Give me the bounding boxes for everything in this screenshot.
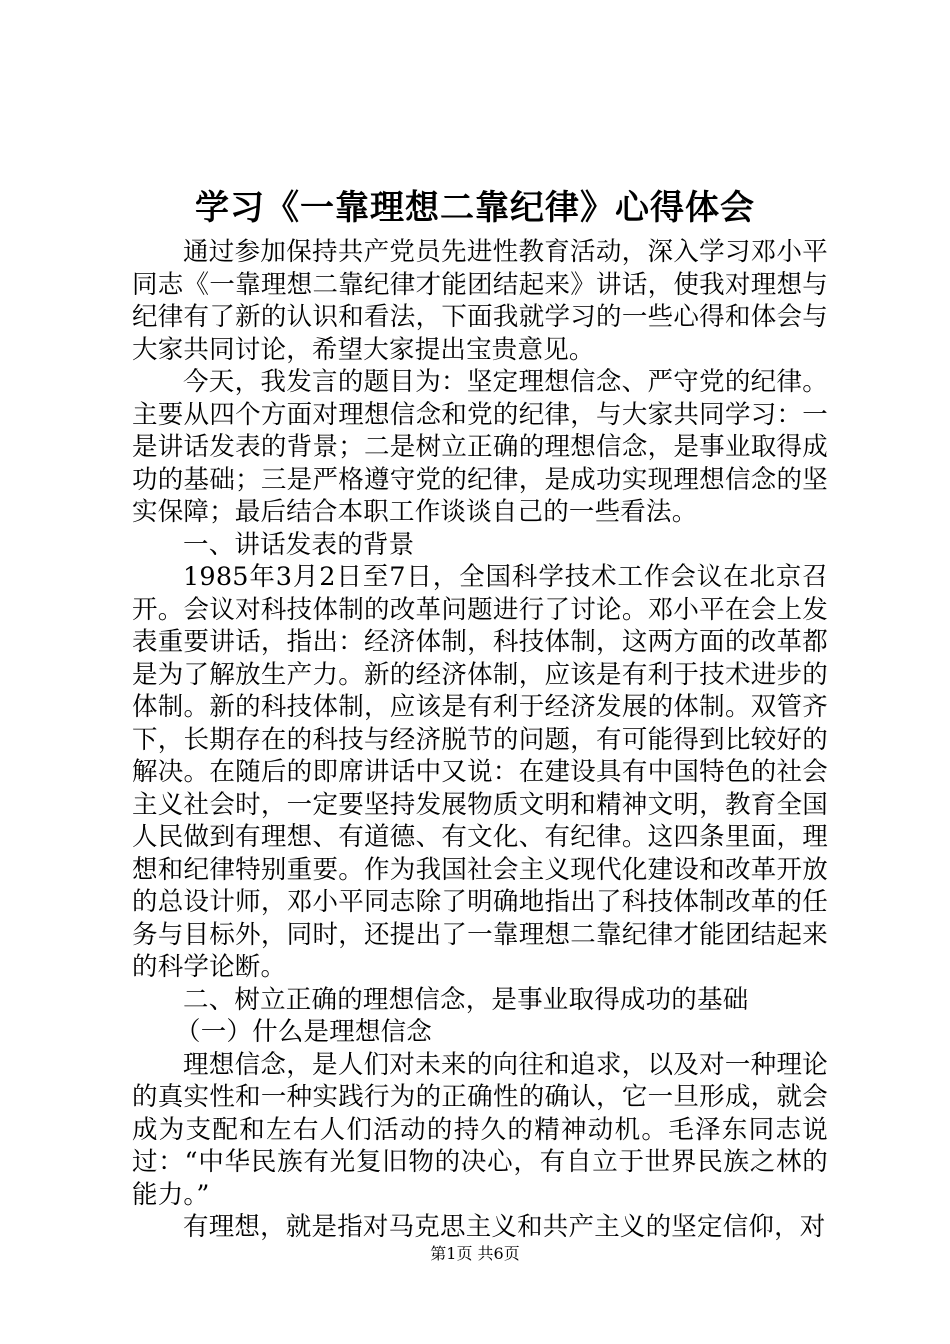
section-heading-background: 一、讲话发表的背景: [183, 529, 415, 560]
document-body: [132, 236, 828, 1244]
paragraph-outline: 今天，我发言的题目为：坚定理想信念、严守党的纪律。主要从四个方面对理想信念和党的纪律，与大家共同学习：一是讲话发表的背景；二是树立正确的理想信念，是事业取得成功的基础；三是严格遵守党的纪律，是成功实现理想信念的坚实保障；最后结合本职工作谈谈自己的一些看法。: [132, 367, 828, 527]
document-title: 学习《一靠理想二靠纪律》心得体会: [195, 188, 755, 228]
paragraph-background: 1985年3月2日至7日，全国科学技术工作会议在北京召开。会议对科技体制的改革问题进行了讨论。邓小平在会上发表重要讲话，指出：经济体制，科技体制，这两方面的改革都是为了解放生产力。新的经济体制，应该是有利于技术进步的体制。新的科技体制，应该是有利于经济发展的体制。双管齐下，长期存在的科技与经济脱节的问题，有可能得到比较好的解决。在随后的即席讲话中又说：在建设具有中国特色的社会主义社会时，一定要坚持发展物质文明和精神文明，教育全国人民做到有理想、有道德、有文化、有纪律。这四条里面，理想和纪律特别重要。作为我国社会主义现代化建设和改革开放的总设计师，邓小平同志除了明确地指出了科技体制改革的任务与目标外，同时，还提出了一靠理想二靠纪律才能团结起来的科学论断。: [132, 562, 828, 982]
paragraph-ideal-definition: 理想信念，是人们对未来的向往和追求，以及对一种理论的真实性和一种实践行为的正确性的确认，它一旦形成，就会成为支配和左右人们活动的持久的精神动机。毛泽东同志说过：“中华民族有光复旧物的决心，有自立于世界民族之林的能力。”: [132, 1049, 828, 1210]
subsection-heading-what-is-ideal: （一）什么是理想信念: [175, 1017, 433, 1047]
page-number-footer: 第1页 共6页: [430, 1244, 520, 1263]
paragraph-having-ideals: 有理想，就是指对马克思主义和共产主义的坚定信仰，对: [183, 1212, 826, 1242]
paragraph-intro: 通过参加保持共产党员先进性教育活动，深入学习邓小平同志《一靠理想二靠纪律才能团结起来》讲话，使我对理想与纪律有了新的认识和看法，下面我就学习的一些心得和体会与大家共同讨论，希望大家提出宝贵意见。: [132, 237, 828, 365]
section-heading-ideals: 二、树立正确的理想信念，是事业取得成功的基础: [183, 984, 749, 1015]
